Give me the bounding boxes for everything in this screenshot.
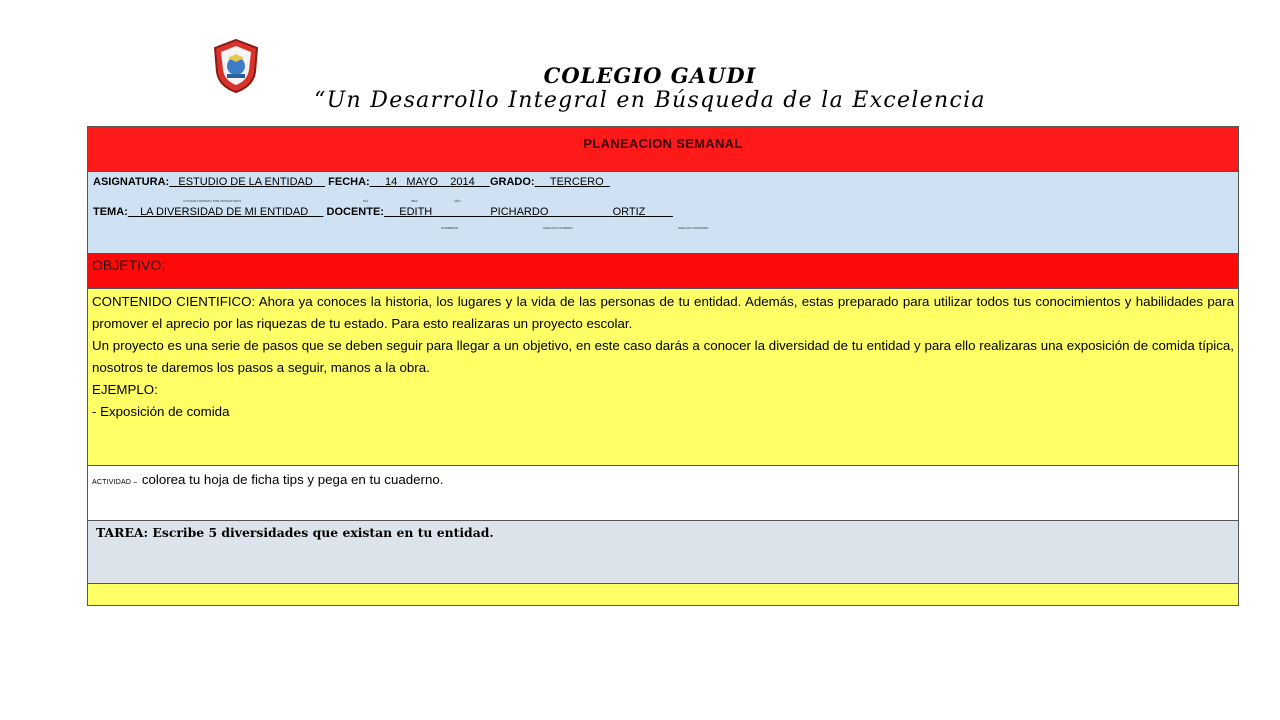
homework-row: [88, 521, 1238, 584]
empty-footer-row: [88, 584, 1238, 605]
sheet-title: PLANEACION SEMANAL: [583, 136, 743, 151]
ejemplo-label: EJEMPLO:: [92, 382, 158, 397]
docente-label: DOCENTE:: [326, 206, 384, 218]
contenido-paragraph-1: CONTENIDO CIENTIFICO: Ahora ya conoces la historia, los lugares y la vida de las personas de tu entidad. Además, estas preparado para utilizar todos tus conocimientos y habilidades para promover el aprecio por las riquezas de tu estado. Para esto realizaras un proyecto escolar.: [92, 294, 1234, 331]
tema-label: TEMA:: [93, 206, 128, 218]
fecha-value: 14 MAYO 2014: [384, 176, 475, 188]
fecha-label: FECHA:: [328, 176, 370, 188]
docente-hint-materno: APELLIDO MATERNO: [678, 226, 709, 230]
fecha-hint-mes: MES: [411, 199, 418, 203]
docente-value: EDITH PICHARDO ORTIZ: [399, 206, 646, 218]
ejemplo-item: - Exposición de comida: [92, 404, 230, 419]
actividad-text: colorea tu hoja de ficha tips y pega en tu cuaderno.: [141, 472, 444, 487]
actividad-label: ACTIVIDAD –: [92, 479, 138, 486]
asignatura-hint: UTILIZAR FORMATO POR ASIGNATURAS: [183, 199, 242, 203]
activity-row: [88, 466, 1238, 521]
school-motto: “Un Desarrollo Integral en Búsqueda de la Excelencia: [314, 88, 986, 113]
info-row: [88, 172, 1238, 254]
subject-line: [93, 176, 610, 188]
grado-value: TERCERO: [549, 176, 604, 188]
tarea-text: TAREA: Escribe 5 diversidades que existan en tu entidad.: [96, 525, 494, 540]
docente-hint-nombre: NOMBRE(S): [441, 226, 459, 230]
contenido-paragraph-2: Un proyecto es una serie de pasos que se deben seguir para llegar a un objetivo, en este caso darás a conocer la diversidad de tu entidad y para ello realizaras una exposición de comida típica, nosotros te daremos los pasos a seguir, manos a la obra.: [92, 338, 1234, 375]
fecha-hint-dia: DÍA: [363, 199, 369, 203]
asignatura-value: ESTUDIO DE LA ENTIDAD: [178, 176, 313, 188]
topic-line: [93, 206, 673, 218]
content-row: [88, 289, 1238, 466]
weekly-planning-sheet: [87, 126, 1239, 606]
asignatura-label: ASIGNATURA:: [93, 176, 170, 188]
objetivo-label: OBJETIVO:: [92, 257, 166, 273]
docente-hint-paterno: APELLIDO PATERNO: [543, 226, 573, 230]
objective-row: [88, 254, 1238, 289]
tema-value: LA DIVERSIDAD DE MI ENTIDAD: [140, 206, 309, 218]
title-row: [88, 127, 1238, 172]
school-name: COLEGIO GAUDI: [543, 63, 757, 88]
fecha-hint-anio: AÑO: [454, 199, 461, 203]
grado-label: GRADO:: [489, 176, 535, 188]
